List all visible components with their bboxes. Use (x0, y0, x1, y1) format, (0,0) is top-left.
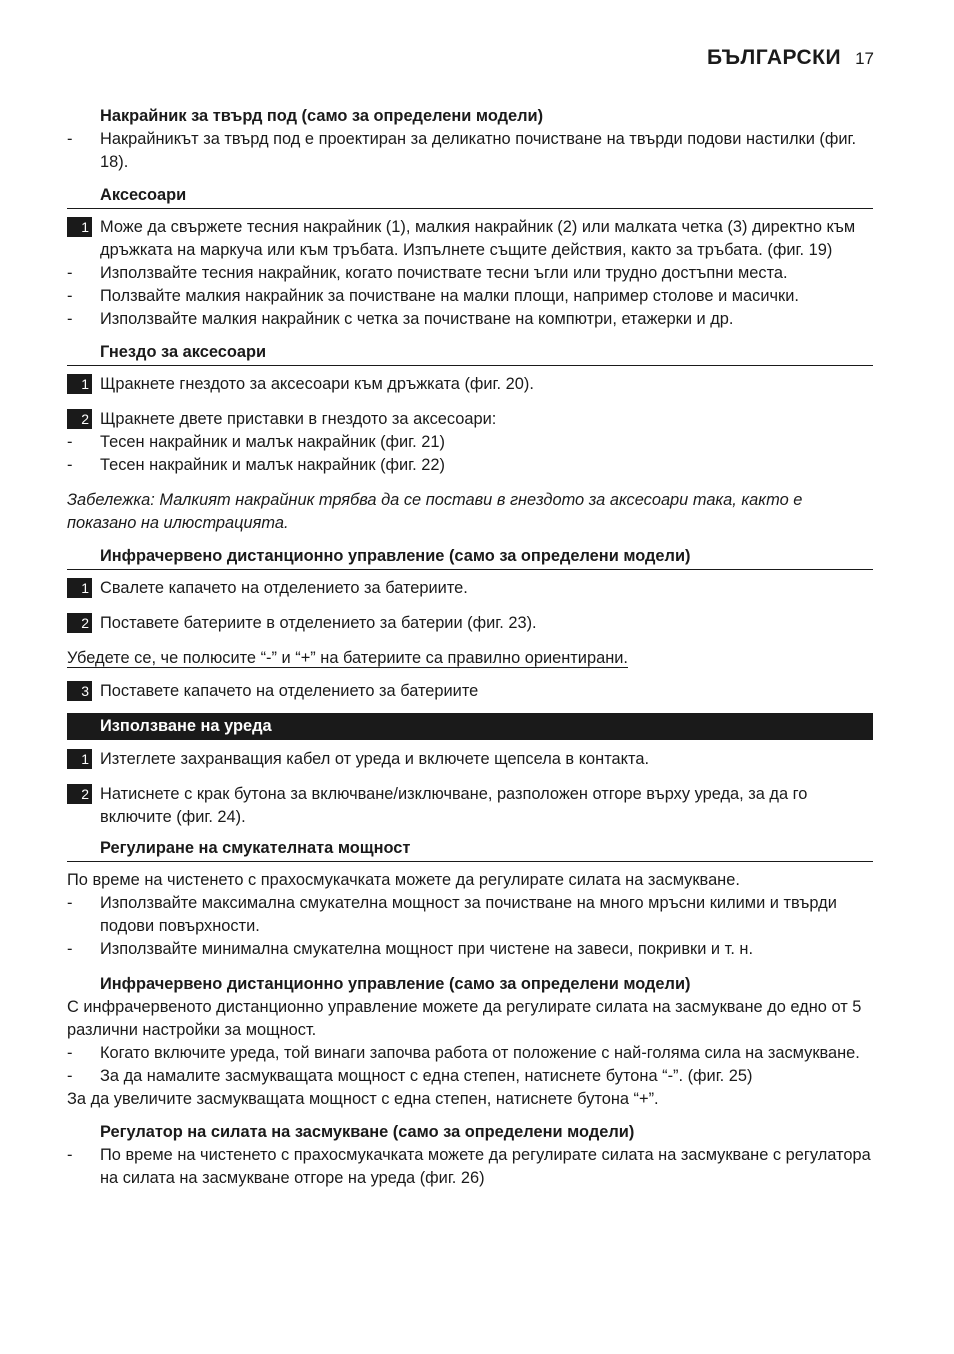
dash-marker: - (67, 894, 73, 912)
list-item-text: Тесен накрайник и малък накрайник (фиг. 21) (100, 433, 445, 451)
document-body (67, 105, 873, 1190)
step-text: Изтеглете захранващия кабел от уреда и включете щепсела в контакта. (100, 750, 650, 768)
dash-marker: - (67, 433, 73, 451)
step-item (67, 373, 873, 396)
step-item (67, 612, 873, 635)
section-heading-accessory-holder: Гнездо за аксесоари (67, 341, 873, 366)
list-item-text: Използвайте малкия накрайник с четка за почистване на компютри, етажерки и др. (100, 310, 734, 328)
dash-marker: - (67, 456, 73, 474)
step-item (67, 748, 873, 771)
list-item-text: По време на чистенето с прахосмукачката можете да регулирате силата на засмукване с регулатора на силата на засмукване отгоре на уреда (фиг. 26) (100, 1146, 871, 1187)
step-text: Поставете капачето на отделението за батериите (100, 682, 479, 700)
list-item-text: Когато включите уреда, той винаги започва работа от положение с най-голяма сила на засмукване. (100, 1044, 860, 1062)
dash-marker: - (67, 130, 73, 148)
list-item (67, 431, 873, 454)
list-item (67, 285, 873, 308)
note-text: Забележка: Малкият накрайник трябва да се постави в гнездото за аксесоари така, както е показано на илюстрацията. (67, 491, 803, 532)
dash-marker: - (67, 1146, 73, 1164)
page-header (707, 46, 874, 70)
step-number: 1 (67, 749, 92, 769)
step-number: 1 (67, 217, 92, 237)
dash-marker: - (67, 1044, 73, 1062)
list-item-text: Тесен накрайник и малък накрайник (фиг. 22) (100, 456, 445, 474)
step-number: 1 (67, 374, 92, 394)
list-item-text: Използвайте максимална смукателна мощност за почистване на много мръсни килими и твърди подови повърхности. (100, 894, 837, 935)
section-heading-using-appliance: Използване на уреда (67, 713, 873, 740)
step-number: 1 (67, 578, 92, 598)
section-heading-suction-regulator: Регулатор на силата на засмукване (само за определени модели) (100, 1123, 635, 1141)
check-text: Убедете се, че полюсите “-” и “+” на батериите са правилно ориентирани. (67, 649, 628, 667)
list-item-text: Използвайте тесния накрайник, когато почиствате тесни ъгли или трудно достъпни места. (100, 264, 788, 282)
step-text: Свалете капачето на отделението за батериите. (100, 579, 468, 597)
dash-marker: - (67, 264, 73, 282)
section-heading-hard-floor-nozzle: Накрайник за твърд под (само за определени модели) (100, 107, 544, 125)
step-item (67, 216, 873, 262)
list-item (67, 308, 873, 331)
check-text-row (67, 647, 873, 670)
list-item (67, 262, 873, 285)
step-text: Натиснете с крак бутона за включване/изключване, разположен отгоре върху уреда, за да го включите (фиг. 24). (100, 785, 808, 826)
header-language: БЪЛГАРСКИ (706, 46, 842, 69)
paragraph: За да увеличите засмукващата мощност с една степен, натиснете бутона “+”. (67, 1090, 659, 1108)
dash-marker: - (67, 310, 73, 328)
step-text: Щракнете гнездото за аксесоари към дръжката (фиг. 20). (100, 375, 534, 393)
step-number: 3 (67, 681, 92, 701)
section-heading-suction-power: Регулиране на смукателната мощност (67, 837, 873, 862)
list-item-text: Накрайникът за твърд под е проектиран за деликатно почистване на твърди подови настилки (фиг. 18). (100, 130, 857, 171)
section-heading-ir-remote: Инфрачервено дистанционно управление (само за определени модели) (67, 545, 873, 570)
step-item (67, 783, 873, 829)
step-text: Може да свържете тесния накрайник (1), малкия накрайник (2) или малката четка (3) директно към дръжката на маркуча или към тръбата. Изпълнете същите действия, както за тръбата. (фиг. 19) (100, 218, 856, 259)
section-heading-ir-remote-power: Инфрачервено дистанционно управление (само за определени модели) (100, 975, 691, 993)
dash-marker: - (67, 940, 73, 958)
dash-marker: - (67, 1067, 73, 1085)
dash-marker: - (67, 287, 73, 305)
list-item (67, 1144, 873, 1190)
paragraph: По време на чистенето с прахосмукачката можете да регулирате силата на засмукване. (67, 871, 740, 889)
list-item-text: За да намалите засмукващата мощност с една степен, натиснете бутона “-”. (фиг. 25) (100, 1067, 753, 1085)
step-item (67, 577, 873, 600)
step-number: 2 (67, 409, 92, 429)
page-number: 17 (855, 49, 874, 68)
list-item (67, 454, 873, 477)
list-item-text: Използвайте минимална смукателна мощност при чистене на завеси, покривки и т. н. (100, 940, 754, 958)
list-item (67, 938, 873, 961)
paragraph: С инфрачервеното дистанционно управление можете да регулирате силата на засмукване до едно от 5 различни настройки за мощност. (67, 998, 862, 1039)
step-item (67, 680, 873, 703)
list-item (67, 128, 873, 174)
list-item-text: Ползвайте малкия накрайник за почистване на малки площи, например столове и масички. (100, 287, 799, 305)
list-item (67, 892, 873, 938)
step-text: Поставете батериите в отделението за батерии (фиг. 23). (100, 614, 537, 632)
step-number: 2 (67, 613, 92, 633)
list-item (67, 1042, 873, 1065)
step-text: Щракнете двете приставки в гнездото за аксесоари: (100, 410, 497, 428)
section-heading-accessories: Аксесоари (67, 184, 873, 209)
step-number: 2 (67, 784, 92, 804)
list-item (67, 1065, 873, 1088)
step-item (67, 408, 873, 431)
